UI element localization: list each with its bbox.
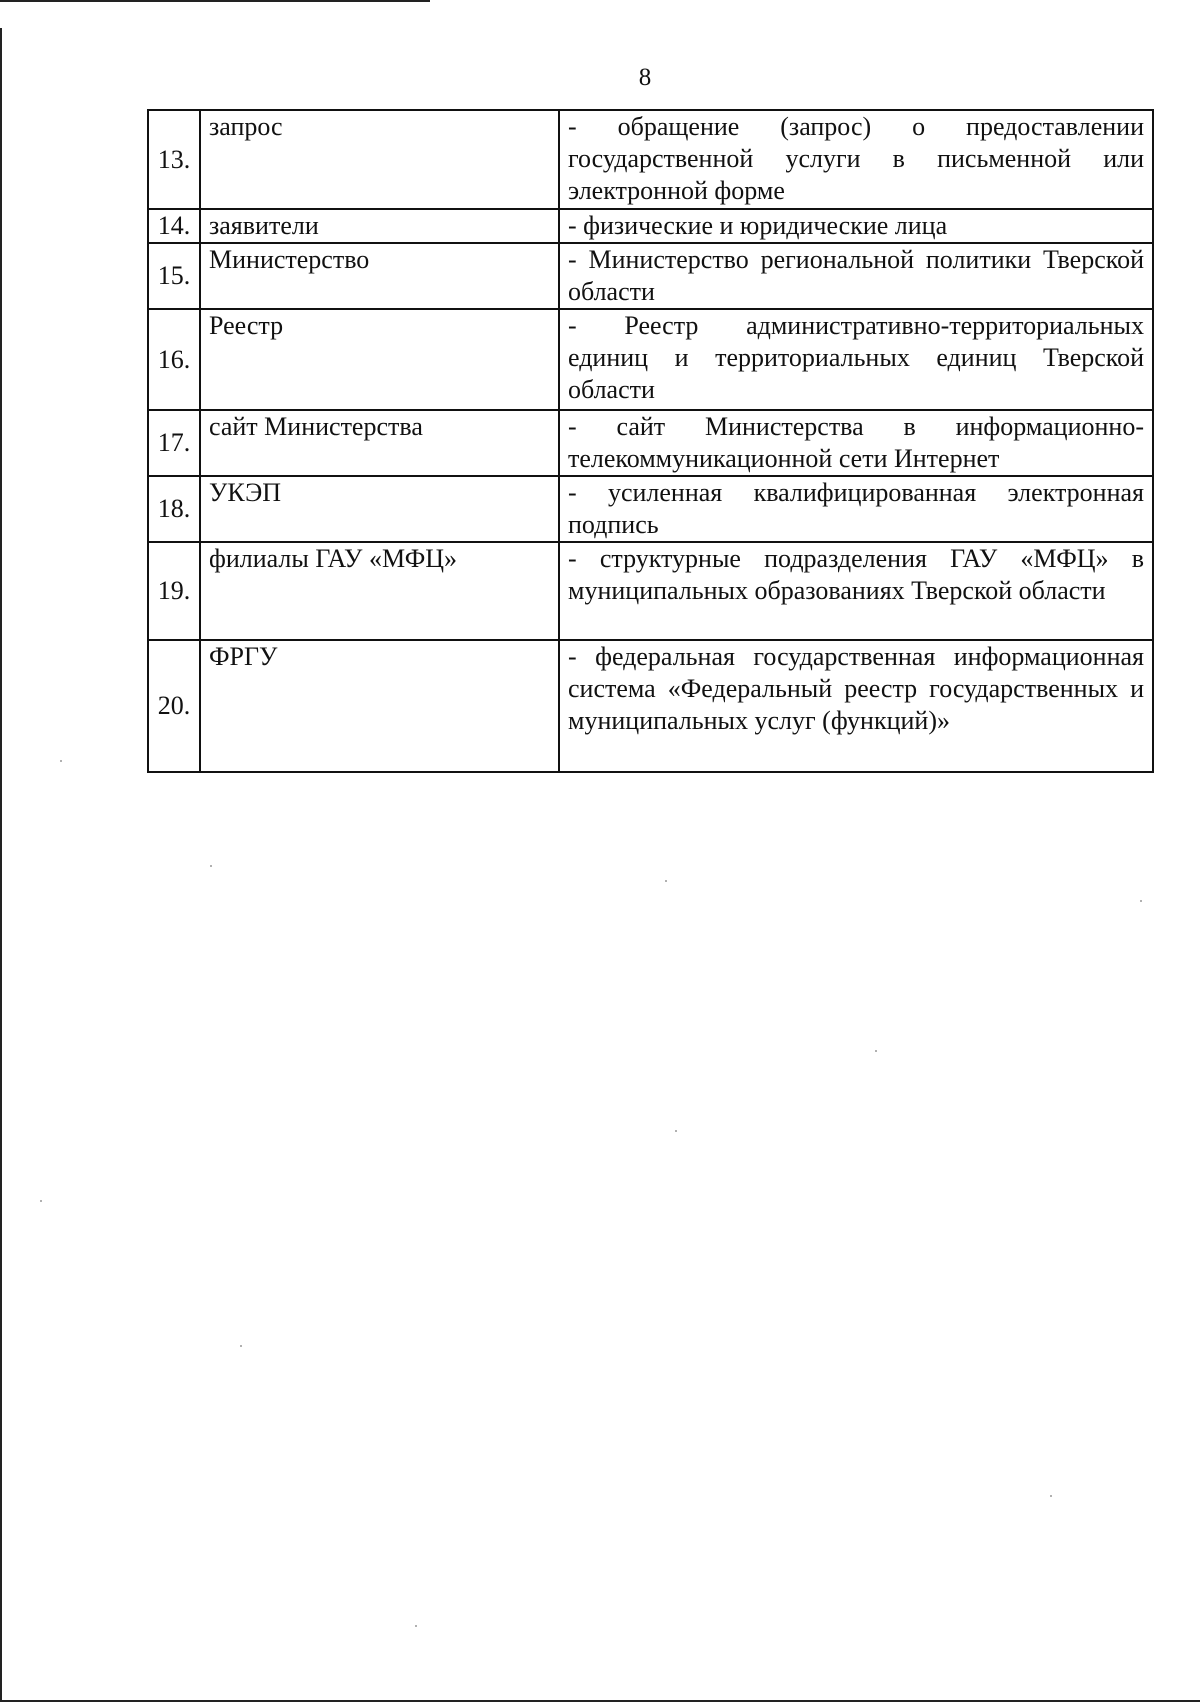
definition-cell: - физические и юридические лица: [559, 209, 1153, 243]
scan-speck: [60, 760, 62, 762]
page-number: 8: [638, 64, 652, 91]
row-number: 13.: [148, 110, 200, 209]
table-row: [148, 110, 1153, 209]
scan-speck: [1140, 900, 1142, 902]
definition-cell: - федеральная государственная информационная система «Федеральный реестр государственных и муниципальных услуг (функций)»: [559, 640, 1153, 772]
table-row: [148, 410, 1153, 476]
row-number: 20.: [148, 640, 200, 772]
term-cell: ФРГУ: [200, 640, 559, 772]
term-cell: сайт Министерства: [200, 410, 559, 476]
table-row: [148, 309, 1153, 410]
table-row: [148, 542, 1153, 640]
definition-cell: - усиленная квалифицированная электронная подпись: [559, 476, 1153, 542]
definition-cell: - обращение (запрос) о предоставлении государственной услуги в письменной или электронной форме: [559, 110, 1153, 209]
scan-edge-left: [0, 28, 2, 1702]
definitions-table: [147, 109, 1154, 773]
definition-cell: - сайт Министерства в информационно-телекоммуникационной сети Интернет: [559, 410, 1153, 476]
table-row: [148, 476, 1153, 542]
term-cell: УКЭП: [200, 476, 559, 542]
scan-edge-top: [0, 0, 430, 2]
definition-cell: - Реестр административно-территориальных единиц и территориальных единиц Тверской области: [559, 309, 1153, 410]
scan-speck: [665, 880, 667, 882]
scan-speck: [415, 1625, 417, 1627]
scan-speck: [1050, 1495, 1052, 1497]
scan-speck: [675, 1130, 677, 1132]
scan-speck: [875, 1050, 877, 1052]
row-number: 15.: [148, 243, 200, 309]
definition-cell: - структурные подразделения ГАУ «МФЦ» в муниципальных образованиях Тверской области: [559, 542, 1153, 640]
definition-cell: - Министерство региональной политики Тверской области: [559, 243, 1153, 309]
row-number: 17.: [148, 410, 200, 476]
term-cell: Министерство: [200, 243, 559, 309]
table-row: [148, 209, 1153, 243]
term-cell: заявители: [200, 209, 559, 243]
term-cell: запрос: [200, 110, 559, 209]
scan-speck: [40, 1200, 42, 1202]
row-number: 14.: [148, 209, 200, 243]
row-number: 16.: [148, 309, 200, 410]
scan-speck: [240, 1345, 242, 1347]
term-cell: филиалы ГАУ «МФЦ»: [200, 542, 559, 640]
table-row: [148, 640, 1153, 772]
scan-speck: [210, 865, 212, 867]
table-row: [148, 243, 1153, 309]
term-cell: Реестр: [200, 309, 559, 410]
row-number: 18.: [148, 476, 200, 542]
row-number: 19.: [148, 542, 200, 640]
